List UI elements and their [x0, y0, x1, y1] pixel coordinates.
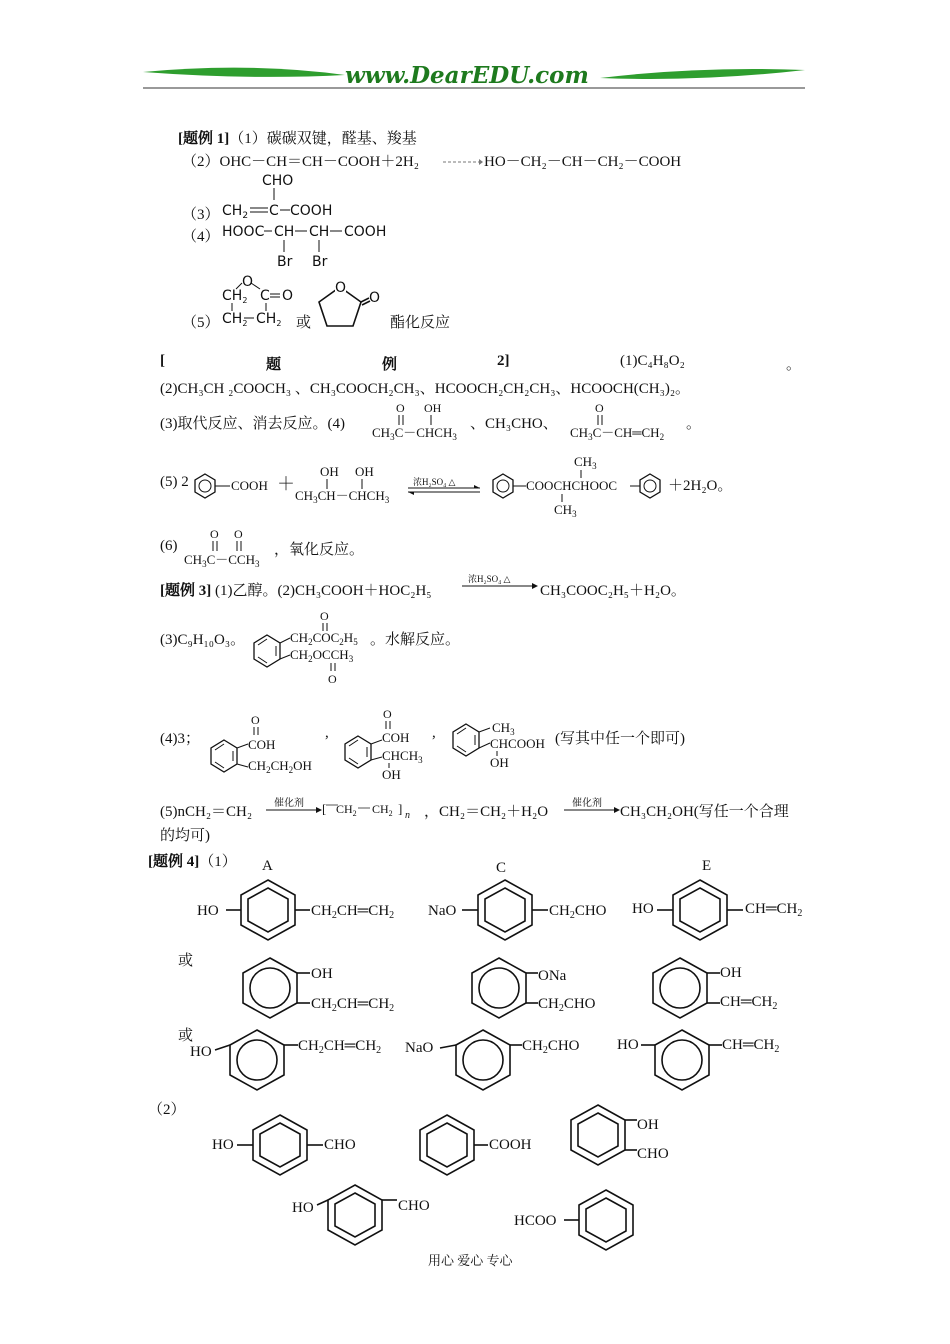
ex3-arrow-3 [562, 797, 622, 817]
ex2-q6: (6) [160, 538, 178, 554]
ex2-structure-6 [184, 528, 284, 573]
ex1-p5-type: 酯化反应 [390, 315, 451, 331]
svg-text:COH: COH [382, 730, 410, 745]
ex3-q5c: CH₃CH₂OH(写任一个合理 [620, 804, 789, 820]
ex4-or-2: 或 [178, 1028, 194, 1044]
ex3-catalyst-1: 催化剂 [274, 798, 304, 809]
ex3-isomer-1 [208, 712, 328, 792]
svg-text:OH: OH [424, 401, 442, 415]
svg-text:n: n [405, 810, 410, 821]
svg-text:]: ] [398, 801, 403, 816]
ring-p2-e [564, 1190, 633, 1250]
ex3-q4: (4)3； [160, 731, 200, 747]
svg-text:OH: OH [490, 755, 509, 770]
svg-text:OH: OH [720, 965, 742, 981]
svg-text:CH2COC2H5: $CH_2COC_2H_5$ [290, 630, 358, 647]
ring-p2-a [237, 1115, 323, 1175]
ex3-arrow-1 [460, 574, 540, 594]
svg-text:CH3C－CH═CH2: $CH_3C-CH═CH_2$ [570, 425, 665, 442]
ex2-q4-mid: 、CH₃CHO、 [470, 416, 558, 432]
svg-text:C: C [269, 203, 279, 219]
ex3-q3-end: 。水解反应。 [370, 632, 461, 648]
svg-text:CH2CHO: $CH_2CHO$ [522, 1038, 580, 1056]
svg-text:OH: OH [355, 464, 374, 479]
ring-e-ortho [653, 958, 720, 1018]
svg-text:CHO: CHO [324, 1137, 356, 1153]
ex1-p2-label: （2） [182, 154, 220, 170]
ring-c-para [462, 880, 548, 940]
svg-text:CH3C－CHCH3: $CH_3C-CHCH_3$ [372, 425, 457, 442]
ex3-q5a: (5)nCH₂＝CH₂ [160, 804, 253, 820]
ex1-tag: [题例 1] [178, 131, 230, 147]
svg-text:CH2: $CH_2$ [222, 288, 248, 305]
svg-text:CHO: CHO [637, 1146, 669, 1162]
svg-text:CH═CH2: $CH═CH_2$ [722, 1037, 780, 1055]
svg-text:＋: ＋ [277, 474, 295, 494]
svg-text:CH═CH2: $CH═CH_2$ [720, 994, 778, 1012]
ex2-tag-3: 例 [382, 357, 398, 373]
svg-text:HO: HO [632, 901, 654, 917]
svg-text:O: O [369, 290, 381, 306]
ring-a-ortho [243, 958, 310, 1018]
ex4-p2: （2） [148, 1102, 186, 1118]
svg-text:COOH: COOH [489, 1137, 532, 1153]
svg-text:HCOO: HCOO [514, 1213, 557, 1229]
ex2-q5: (5) 2 [160, 474, 189, 490]
ex4-label-c: C [496, 860, 507, 876]
svg-text:CH2CH2OH: $CH_2CH_2OH$ [248, 758, 312, 775]
svg-text:OH: OH [637, 1117, 659, 1133]
svg-text:CH2CHO: $CH_2CHO$ [538, 996, 596, 1014]
ex3-q5b: ，CH₂＝CH₂＋H₂O [424, 804, 549, 820]
ex1-p4-label: （4） [182, 229, 220, 245]
svg-text:Br: Br [277, 254, 293, 270]
ex3-q5d: 的均可) [160, 828, 210, 844]
ex2-q1-end: 。 [786, 357, 802, 373]
ex2-q1: (1)C₄H₈O₂ [620, 353, 685, 369]
svg-text:HOOC: HOOC [222, 224, 265, 240]
ex4-tag: [题例 4] [148, 854, 200, 870]
ex2-q5-end: ＋2H₂O。 [668, 478, 733, 494]
svg-text:CH3: $CH_3$ [554, 502, 577, 519]
ring-e-para [657, 880, 743, 940]
svg-text:CHO: CHO [262, 173, 294, 189]
svg-text:O: O [595, 401, 604, 415]
svg-text:CH3CH－CHCH3: $CH_3CH-CHCH_3$ [295, 488, 390, 505]
svg-text:CH2CH═CH2: $CH_2CH═CH_2$ [298, 1038, 382, 1056]
ex2-tag-1: [ [160, 353, 165, 369]
svg-text:O: O [210, 527, 219, 541]
ex1-p5-or: 或 [296, 315, 312, 331]
site-logo: www.DearEDU.com [345, 62, 589, 89]
svg-text:CH2CHO: $CH_2CHO$ [549, 903, 607, 921]
svg-text:CHCH3: $CHCH_3$ [382, 748, 423, 765]
ex4-label-e: E [702, 858, 712, 874]
svg-text:CH3C－CCH3: $CH_3C-CCH_3$ [184, 552, 260, 569]
svg-text:COOH: COOH [344, 224, 387, 240]
ex2-q6-end: ，氧化反应。 [274, 542, 365, 558]
svg-text:CHCOOH: CHCOOH [490, 736, 545, 751]
svg-text:CH2CH═CH2: $CH_2CH═CH_2$ [311, 903, 395, 921]
svg-text:HO: HO [292, 1200, 314, 1216]
svg-text:HO: HO [190, 1044, 212, 1060]
svg-text:O: O [328, 672, 337, 686]
ex4-label-a: A [262, 858, 273, 874]
svg-text:O: O [251, 713, 260, 727]
ex1-p2-reactant: OHC－CH＝CH－COOH＋2H₂ [219, 154, 419, 170]
svg-text:O: O [320, 609, 329, 623]
ex3-q1: (1)乙醇。(2)CH₃COOH＋HOC₂H₅ [215, 583, 432, 599]
svg-text:CH2: $CH_2$ [372, 802, 393, 818]
svg-text:COH: COH [248, 737, 276, 752]
svg-text:O: O [396, 401, 405, 415]
ex3-line1 [160, 579, 432, 600]
svg-text:CH: CH [309, 224, 330, 240]
svg-text:O: O [242, 274, 254, 290]
svg-text:COOCHCHOOC: COOCHCHOOC [526, 478, 618, 493]
ex3-sep-2: , [432, 725, 436, 741]
ex2-reaction-5 [190, 452, 750, 522]
svg-text:COOH: COOH [231, 478, 268, 493]
ex3-cond: 浓H₂SO₄ △ [468, 574, 511, 584]
svg-text:CH2CH═CH2: $CH_2CH═CH_2$ [311, 996, 395, 1014]
svg-text:C: C [260, 288, 270, 304]
svg-text:CHO: CHO [398, 1198, 430, 1214]
svg-text:CH2: $CH_2$ [256, 311, 282, 328]
svg-text:NaO: NaO [405, 1040, 434, 1056]
svg-text:COOH: COOH [290, 203, 333, 219]
ex3-arrow-2 [264, 797, 327, 817]
svg-text:HO: HO [617, 1037, 639, 1053]
ex4-line1 [148, 850, 237, 871]
svg-text:CH3: $CH_3$ [492, 720, 515, 737]
ex2-tag-4: 2] [497, 353, 510, 369]
ring-p2-c [571, 1105, 637, 1165]
svg-text:OH: OH [382, 767, 401, 782]
ex2-tag-2: 题 [266, 357, 282, 373]
ex3-catalyst-2: 催化剂 [572, 798, 602, 809]
svg-text:[: [ [322, 801, 327, 816]
svg-text:CH2: $CH_2$ [222, 311, 248, 328]
ex1-p1: （1）碳碳双键，醛基、羧基 [229, 131, 417, 147]
ex2-q2: (2)CH₃CH ₂COOCH₃ 、CH₃COOCH₂CH₃、HCOOCH₂CH₂CH₃、HCOOCH(CH₃)₂。 [160, 381, 691, 397]
ex4-or-1: 或 [178, 953, 194, 969]
ex3-tag: [题例 3] [160, 583, 212, 599]
svg-text:HO: HO [212, 1137, 234, 1153]
svg-text:OH: OH [320, 464, 339, 479]
ring-a-meta [215, 1030, 298, 1090]
ring-p2-b [420, 1115, 488, 1175]
ex3-q1-prod: CH₃COOC₂H₅＋H₂O。 [540, 583, 686, 599]
ex3-q4-note: (写其中任一个即可) [555, 731, 685, 747]
ring-c-ortho [472, 958, 538, 1018]
ex4-p1: （1） [199, 854, 237, 870]
svg-text:O: O [335, 280, 347, 296]
svg-text:CH2: $CH_2$ [222, 203, 249, 221]
svg-text:CH2OCCH3: $CH_2OCCH_3$ [290, 647, 354, 664]
svg-text:OH: OH [311, 966, 333, 982]
svg-text:CH3: $CH_3$ [574, 454, 597, 471]
ring-a-para [226, 880, 310, 940]
ex3-isomer-2 [342, 704, 442, 784]
ex1-p5-label: （5） [182, 315, 220, 331]
svg-text:O: O [383, 707, 392, 721]
ex1-p3-label: （3） [182, 207, 220, 223]
ex3-sep-1: , [325, 725, 329, 741]
svg-text:HO: HO [197, 903, 219, 919]
ring-e-meta [641, 1030, 722, 1090]
ring-p2-d [317, 1185, 397, 1245]
svg-text:CH═CH2: $CH═CH_2$ [745, 901, 803, 919]
svg-text:CH: CH [274, 224, 295, 240]
svg-text:ONa: ONa [538, 968, 567, 984]
footer-text: 用心 爱心 专心 [428, 1253, 513, 1268]
ex3-polymer [322, 798, 432, 820]
ex2-q3: (3)取代反应、消去反应。(4) [160, 416, 345, 432]
svg-text:NaO: NaO [428, 903, 457, 919]
ex2-cond: 浓H₂SO₄ △ [413, 477, 456, 487]
ex3-q3: (3)C₉H₁₀O₃。 [160, 632, 246, 648]
ex3-isomer-3 [450, 716, 560, 786]
svg-text:CH2: $CH_2$ [336, 802, 357, 818]
ex2-q4-end: 。 [686, 416, 702, 432]
ring-c-meta [440, 1030, 522, 1090]
svg-text:Br: Br [312, 254, 328, 270]
svg-text:O: O [234, 527, 243, 541]
ex1-p2-product: HO－CH₂－CH－CH₂－COOH [484, 154, 682, 170]
svg-text:O: O [282, 288, 294, 304]
